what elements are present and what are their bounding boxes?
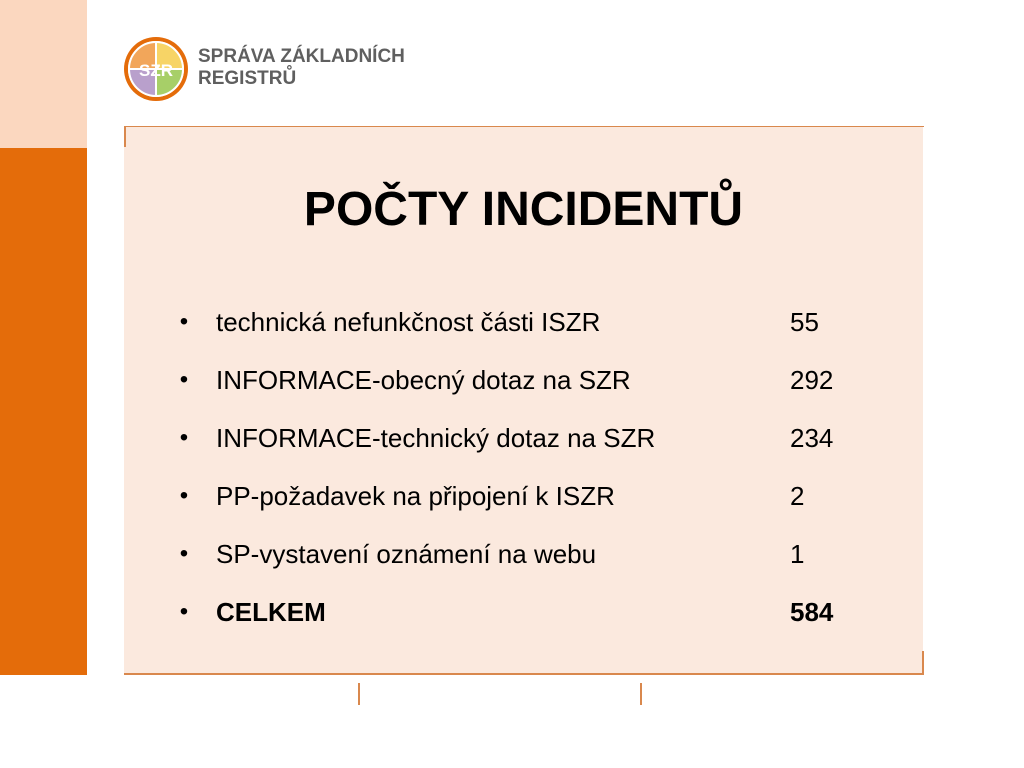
total-label: CELKEM xyxy=(216,596,326,627)
incident-item-technical-failure xyxy=(175,293,875,351)
panel-bottom-rule xyxy=(124,673,924,675)
incident-item-connection-request xyxy=(175,467,875,525)
left-band-light xyxy=(0,0,87,148)
incident-label: SP-vystavení oznámení na webu xyxy=(216,538,597,569)
brand-line-2: REGISTRŮ xyxy=(198,68,297,89)
brand-name xyxy=(198,46,478,90)
incident-count: 2 xyxy=(790,480,805,511)
bullet-dot-icon: • xyxy=(179,308,189,335)
bullet-dot-icon: • xyxy=(179,424,189,451)
left-band-dark xyxy=(0,148,87,675)
incident-item-total xyxy=(175,583,875,641)
incident-label: technická nefunkčnost části ISZR xyxy=(216,306,601,337)
bullet-dot-icon: • xyxy=(179,366,189,393)
logo-text: SZR xyxy=(139,61,173,80)
panel-top-rule xyxy=(124,126,924,127)
incident-count: 234 xyxy=(790,422,834,453)
bullet-dot-icon: • xyxy=(179,598,189,625)
incident-count: 292 xyxy=(790,364,834,395)
bottom-tick-right xyxy=(640,683,642,705)
bullet-dot-icon: • xyxy=(179,540,189,567)
incident-label: PP-požadavek na připojení k ISZR xyxy=(216,480,615,511)
panel-left-tick xyxy=(124,127,126,147)
bullet-dot-icon: • xyxy=(179,482,189,509)
bottom-tick-left xyxy=(358,683,360,705)
incident-label: INFORMACE-obecný dotaz na SZR xyxy=(216,364,631,395)
total-count: 584 xyxy=(790,596,834,627)
incident-count: 1 xyxy=(790,538,805,569)
incident-item-technical-information xyxy=(175,409,875,467)
panel-right-tick xyxy=(922,651,924,673)
incident-label: INFORMACE-technický dotaz na SZR xyxy=(216,422,656,453)
page-title: POČTY INCIDENTŮ xyxy=(303,183,744,236)
incident-count: 55 xyxy=(790,306,819,337)
brand-line-1: SPRÁVA ZÁKLADNÍCH xyxy=(198,46,405,67)
incident-list xyxy=(175,293,875,641)
szr-logo-icon xyxy=(123,36,189,102)
incident-item-web-announcement xyxy=(175,525,875,583)
incident-item-general-information xyxy=(175,351,875,409)
